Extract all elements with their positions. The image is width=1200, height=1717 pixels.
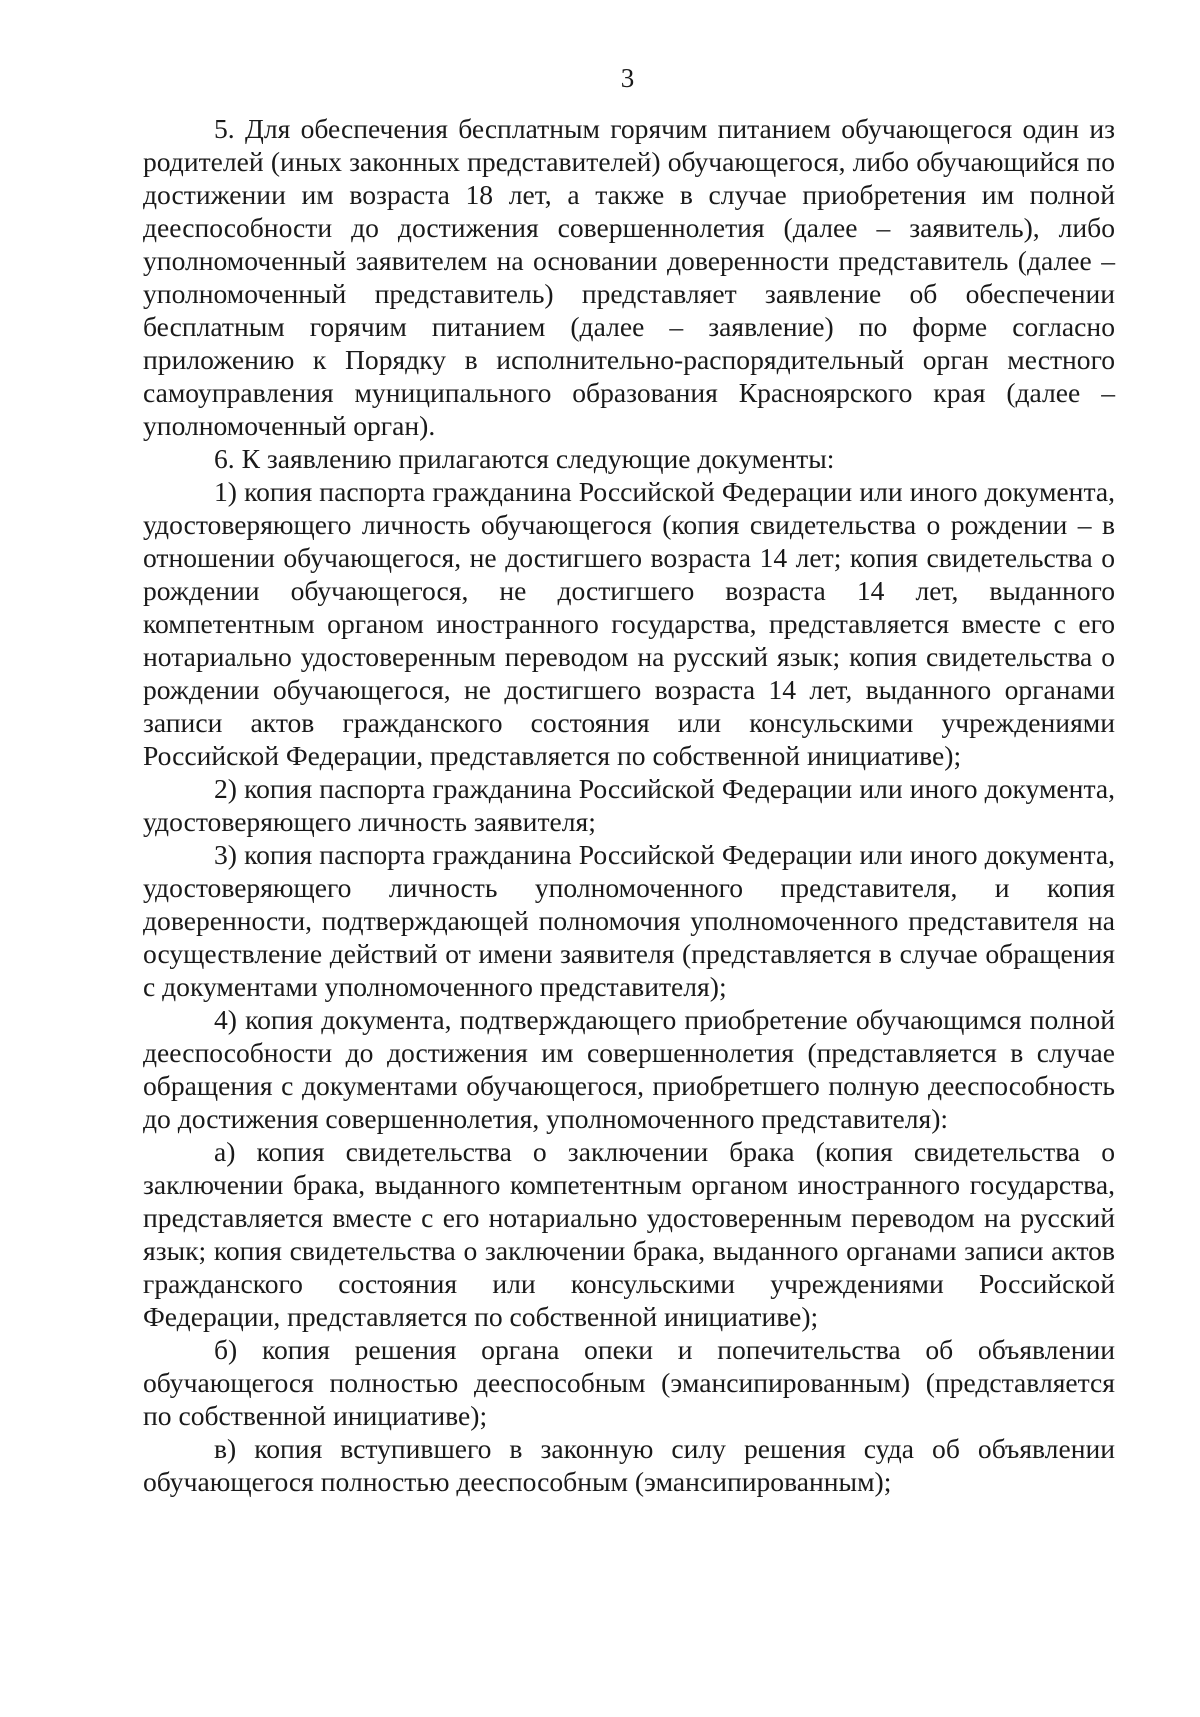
sub-item-a: а) копия свидетельства о заключении брака (копия свидетельства о заключении брака, выданного компетентным органом иностранного государства, представляется вместе с его нотариально удостоверенным переводом на русский язык; копия свидетельства о заключении брака, выданного органами записи актов гражданского состояния или консульскими учреждениями Российской Федерации, представляется по собственной инициативе); — [143, 1136, 1115, 1332]
list-item-2: 2) копия паспорта гражданина Российской Федерации или иного документа, удостоверяющего личность заявителя; — [143, 773, 1115, 837]
list-item-1: 1) копия паспорта гражданина Российской Федерации или иного документа, удостоверяющего личность обучающегося (копия свидетельства о рождении – в отношении обучающегося, не достигшего возраста 14 лет; копия свидетельства о рождении обучающегося, не достигшего возраста 14 лет, выданного компетентным органом иностранного государства, представляется вместе с его нотариально удостоверенным переводом на русский язык; копия свидетельства о рождении обучающегося, не достигшего возраста 14 лет, выданного органами записи актов гражданского состояния или консульскими учреждениями Российской Федерации, представляется по собственной инициативе); — [143, 476, 1115, 771]
list-item-4: 4) копия документа, подтверждающего приобретение обучающимся полной дееспособности до достижения им совершеннолетия (представляется в случае обращения с документами обучающегося, приобретшего полную дееспособность до достижения совершеннолетия, уполномоченного представителя): — [143, 1004, 1115, 1134]
page-number: 3 — [620, 63, 635, 93]
sub-item-v: в) копия вступившего в законную силу решения суда об объявлении обучающегося полностью дееспособным (эмансипированным); — [143, 1433, 1115, 1497]
document-body — [143, 112, 1115, 1498]
list-item-3: 3) копия паспорта гражданина Российской Федерации или иного документа, удостоверяющего личность уполномоченного представителя, и копия доверенности, подтверждающей полномочия уполномоченного представителя на осуществление действий от имени заявителя (представляется в случае обращения с документами уполномоченного представителя); — [143, 839, 1115, 1002]
sub-item-b: б) копия решения органа опеки и попечительства об объявлении обучающегося полностью дееспособным (эмансипированным) (представляется по собственной инициативе); — [143, 1334, 1115, 1431]
paragraph-5: 5. Для обеспечения бесплатным горячим питанием обучающегося один из родителей (иных законных представителей) обучающегося, либо обучающийся по достижении им возраста 18 лет, а также в случае приобретения им полной дееспособности до достижения совершеннолетия (далее – заявитель), либо уполномоченный заявителем на основании доверенности представитель (далее – уполномоченный представитель) представляет заявление об обеспечении бесплатным горячим питанием (далее – заявление) по форме согласно приложению к Порядку в исполнительно-распорядительный орган местного самоуправления муниципального образования Красноярского края (далее – уполномоченный орган). — [143, 113, 1115, 441]
paragraph-6: 6. К заявлению прилагаются следующие документы: — [214, 443, 835, 474]
